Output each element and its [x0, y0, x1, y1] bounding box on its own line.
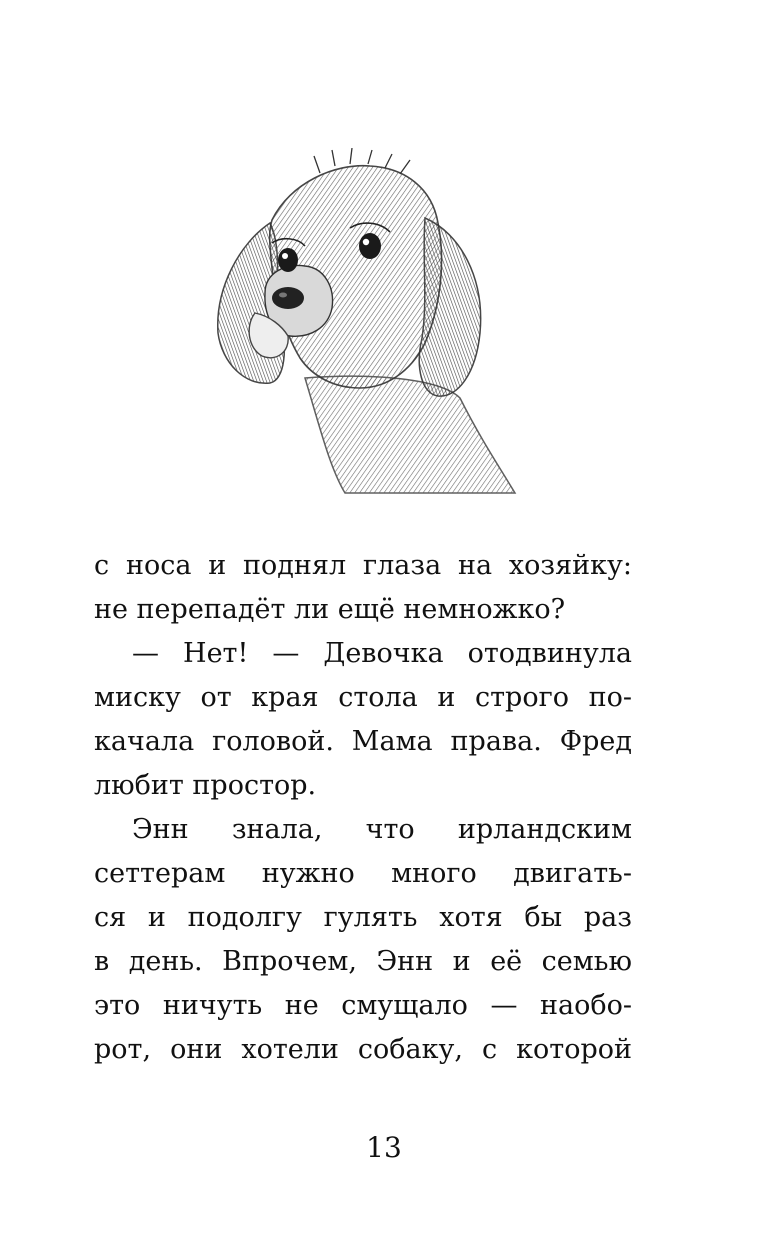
page-number: 13: [366, 1131, 402, 1164]
text-line: не перепадёт ли ещё немножко?: [94, 594, 566, 625]
body-text: [94, 544, 632, 1072]
text-line: рот, они хотели собаку, с которой: [94, 1034, 632, 1065]
text-line: — Нет! — Девочка отодвинула: [132, 638, 632, 669]
text-line: сеттерам нужно много двигать-: [94, 858, 632, 889]
text-line: с носа и поднял глаза на хозяйку:: [94, 550, 632, 581]
text-line: миску от края стола и строго по-: [94, 682, 632, 713]
text-line: в день. Впрочем, Энн и её семью: [94, 946, 632, 977]
puppy-illustration: [210, 148, 530, 498]
text-line: это ничуть не смущало — наобо-: [94, 990, 632, 1021]
text-line: любит простор.: [94, 770, 317, 801]
text-line: ся и подолгу гулять хотя бы раз: [94, 902, 632, 933]
text-line: качала головой. Мама права. Фред: [94, 726, 632, 757]
text-line: Энн знала, что ирландским: [132, 814, 632, 845]
